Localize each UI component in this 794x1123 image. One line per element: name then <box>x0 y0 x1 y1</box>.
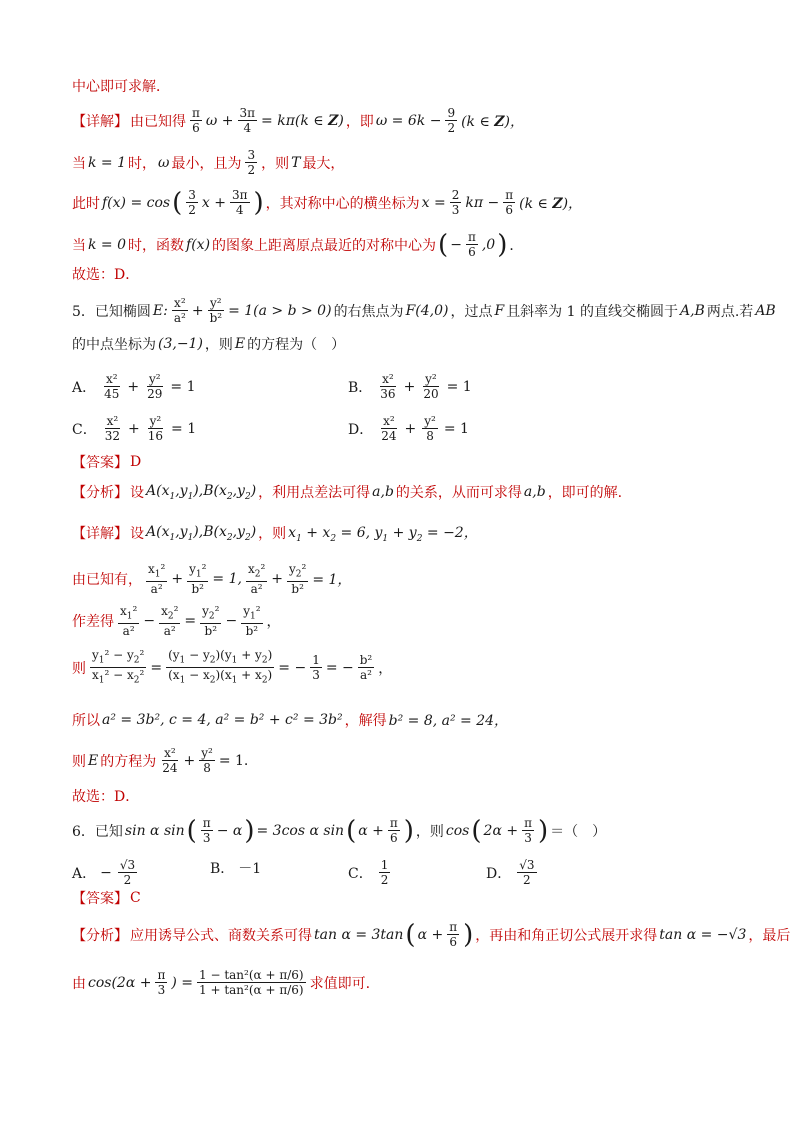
math-frac: $\frac{y_1^2}{\text{b²}}$ <box>189 562 207 597</box>
math: ) <box>253 187 264 218</box>
text-line <box>72 230 523 259</box>
math: ω + <box>205 112 234 129</box>
math: AB <box>755 302 776 319</box>
text-line <box>72 188 582 217</box>
math: $A(x_1,y_1),B(x_2,y_2)$ <box>146 482 257 502</box>
math: ( <box>186 815 197 846</box>
math-frac: $\frac{y_2^2}{\text{b²}}$ <box>202 604 220 639</box>
text: ，其对称中心的横坐标为 <box>265 195 420 212</box>
text: 中心即可求解． <box>72 79 170 95</box>
option-label: D． <box>486 865 512 882</box>
math: = 1， <box>312 572 352 589</box>
math: − <box>225 613 238 630</box>
question-5 <box>72 296 776 325</box>
math-frac: $\frac{\text{y²}}{8}$ <box>424 414 436 443</box>
text: 当 <box>72 237 86 254</box>
math: − α <box>216 822 243 839</box>
option-d[interactable] <box>348 414 469 443</box>
text: 时， <box>128 155 157 172</box>
math-frac: $\frac{\pi}{6}$ <box>192 106 200 135</box>
detail-tag: 【详解】 <box>72 525 128 542</box>
math-frac: $\frac{y_2^2}{\text{b²}}$ <box>289 562 307 597</box>
math: ( <box>438 229 449 260</box>
math: E: <box>152 302 168 319</box>
detail-5-line <box>72 710 508 730</box>
math: ( <box>346 815 357 846</box>
option-d[interactable] <box>486 858 539 887</box>
math: = 3cos α sin <box>256 822 345 839</box>
math: + <box>171 571 184 588</box>
math: ( <box>471 815 482 846</box>
math-frac: $\frac{\text{x²}}{45}$ <box>104 372 120 401</box>
question-5-cont <box>72 334 345 354</box>
math: ) <box>463 919 474 950</box>
math-frac: $\frac{\text{1 − tan²(α + π/6)}}{\text{1 + tan²(α + π/6)}}$ <box>199 968 304 997</box>
text: 6．已知 <box>72 823 123 840</box>
math: ) <box>497 229 508 260</box>
math: tan α = 3tan <box>314 926 404 943</box>
math-frac: $\frac{\text{y²}}{\text{b²}}$ <box>209 296 223 325</box>
math: = 1. <box>218 752 249 769</box>
math-frac: $\frac{2}{3}$ <box>451 188 460 217</box>
math-frac: $\frac{√3}{2}$ <box>519 858 535 887</box>
math: = − <box>278 659 307 676</box>
answer-value: D <box>130 454 142 470</box>
math: －1 <box>238 861 262 877</box>
text: 故选：D． <box>72 267 140 283</box>
text: 由 <box>72 975 86 992</box>
math: − <box>450 236 462 253</box>
math-frac: $\frac{\pi}{6}$ <box>389 816 398 845</box>
math: $A(x_1,y_1),B(x_2,y_2)$ <box>146 523 257 543</box>
math: A,B <box>680 302 705 319</box>
text: 则 <box>72 753 86 770</box>
analysis-6-cont <box>72 968 370 997</box>
math: tan α = −√3 <box>659 926 747 943</box>
detail-line <box>72 106 524 135</box>
text-line <box>72 786 139 806</box>
denominator: 20 <box>423 387 439 401</box>
denominator: 36 <box>380 387 396 401</box>
math: x = <box>421 194 446 211</box>
math-frac: $\frac{x_2^2}{\text{a²}}$ <box>161 604 179 639</box>
math: F(4,0) <box>405 302 449 319</box>
math-frac: $\frac{y_1^2 - y_2^2}{x_1^2 - x_2^2}$ <box>92 648 145 686</box>
text: ，则 <box>261 155 290 172</box>
detail-5-line <box>72 562 351 596</box>
denominator: 32 <box>104 429 120 443</box>
math: = 1(a > b > 0) <box>228 302 332 319</box>
denominator: 8 <box>426 429 434 443</box>
math-frac: $\frac{\text{x²}}{36}$ <box>380 372 396 401</box>
text: 设 <box>130 485 144 501</box>
option-c[interactable] <box>348 858 392 887</box>
text: 所以 <box>72 713 100 729</box>
denominator: 16 <box>147 429 164 443</box>
math-frac: $\frac{\text{x²}}{\text{a²}}$ <box>173 296 186 325</box>
text-line <box>72 76 170 96</box>
math-frac: $\frac{\text{x²}}{32}$ <box>104 414 120 443</box>
math: a,b <box>372 484 394 500</box>
math: α + <box>358 822 384 839</box>
math: $x_1 + x_2 = 6$, $y_1 + y_2 = -2$， <box>288 525 478 544</box>
math-frac: $\frac{1}{3}$ <box>312 653 320 683</box>
answer-tag: 【答案】 <box>72 455 128 471</box>
text: 最大， <box>302 155 345 172</box>
math-frac: $\frac{3}{2}$ <box>247 148 256 177</box>
math-frac: $\frac{\text{y²}}{29}$ <box>147 372 163 401</box>
text: ，利用点差法可得 <box>258 485 371 501</box>
answer-6 <box>72 888 141 908</box>
text: 5．已知椭圆 <box>72 303 151 320</box>
text: 的关系，从而可求得 <box>395 485 522 501</box>
math-frac: $\frac{\text{y²}}{16}$ <box>147 414 164 443</box>
math-frac: $\frac{\text{y²}}{8}$ <box>201 746 213 775</box>
math: kπ − <box>465 194 500 211</box>
math: T <box>291 154 301 171</box>
text: 的图象上距离原点最近的对称中心为 <box>212 237 437 254</box>
math-frac: $\frac{x_1^2}{\text{a²}}$ <box>120 604 138 639</box>
math-frac: $\frac{\pi}{6}$ <box>449 920 458 949</box>
math-frac: $\frac{1}{2}$ <box>380 858 389 887</box>
math: ， <box>266 614 281 631</box>
math-frac: $\frac{x_1^2}{\text{a²}}$ <box>148 562 166 597</box>
math: 2α + <box>483 822 519 839</box>
math: ． <box>509 237 524 254</box>
text: 则 <box>72 660 86 677</box>
option-a[interactable] <box>72 372 196 401</box>
text-line <box>72 264 139 284</box>
option-b[interactable] <box>210 858 261 878</box>
math: f(x) <box>186 236 211 253</box>
answer-5 <box>72 452 141 472</box>
math: ,0 <box>481 236 496 253</box>
answer-tag: 【答案】 <box>72 891 128 907</box>
math-frac: $\frac{\pi}{3}$ <box>202 816 211 845</box>
math: + <box>404 420 417 437</box>
math-frac: $\frac{\pi}{3}$ <box>157 968 166 997</box>
math: = 1 <box>170 378 196 395</box>
math: + <box>191 302 204 319</box>
math: ) = <box>171 974 194 991</box>
text: 且斜率为 1 的直线交椭圆于 <box>506 303 678 320</box>
math: b² = 8, a² = 24， <box>388 713 509 729</box>
math: (3,−1) <box>158 336 203 352</box>
math: ) <box>537 815 549 846</box>
math-frac: $\frac{(y_1 - y_2)(y_1 + y_2)}{(x_1 - x_2)(x_1 + x_2)}$ <box>168 648 273 686</box>
math-frac: $\frac{√3}{2}$ <box>119 858 136 887</box>
math: ω = 6k − <box>375 112 442 129</box>
denominator: 24 <box>381 429 397 443</box>
text: ，最后 <box>748 927 791 944</box>
math: + <box>403 378 416 395</box>
option-label: B． <box>210 861 235 877</box>
detail-5-line <box>72 604 281 638</box>
text: 求值即可. <box>309 975 371 992</box>
math: + <box>128 420 140 437</box>
text: ，则 <box>258 525 287 542</box>
math: x + <box>201 194 226 211</box>
text: 应用诱导公式、商数关系可得 <box>130 927 312 944</box>
math: ) <box>403 815 414 846</box>
math: = <box>184 613 197 630</box>
text: ，则 <box>415 823 444 840</box>
math: k = 0 <box>88 236 127 253</box>
text: 两点.若 <box>706 303 754 320</box>
text: ，再由和角正切公式展开求得 <box>475 927 658 944</box>
option-a[interactable] <box>72 858 139 887</box>
math: − <box>100 864 112 881</box>
text: ，则 <box>204 337 233 353</box>
math-frac: $\frac{\pi}{6}$ <box>505 188 514 217</box>
denominator: 29 <box>147 387 163 401</box>
option-label: B． <box>348 379 373 396</box>
math-frac: $\frac{\text{x²}}{24}$ <box>162 746 178 775</box>
text-line <box>72 148 344 177</box>
text: 由已知得 <box>130 113 186 130</box>
option-label: A． <box>72 865 97 882</box>
math: cos <box>445 822 470 839</box>
math: ω <box>158 154 170 171</box>
text: 故选：D． <box>72 789 140 805</box>
detail-5 <box>72 522 478 544</box>
math: a² = 3b², c = 4, a² = b² + c² = 3b² <box>102 712 343 728</box>
text: 设 <box>130 525 144 542</box>
math: α + <box>417 926 444 943</box>
math: = 1 <box>171 420 197 437</box>
option-label: D． <box>348 421 374 438</box>
text: ，解得 <box>344 713 387 729</box>
math: E <box>88 752 99 769</box>
analysis-5 <box>72 482 622 502</box>
math: = kπ(k ∈ Z) <box>261 112 344 129</box>
math-frac: $\frac{x_2^2}{\text{a²}}$ <box>247 562 266 597</box>
math: cos(2α + <box>88 974 152 991</box>
text: ，即 <box>345 113 374 130</box>
text: 时，函数 <box>128 237 185 254</box>
analysis-tag: 【分析】 <box>72 927 128 944</box>
math: (k ∈ Z)， <box>519 195 583 212</box>
math-frac: $\frac{9}{2}$ <box>447 106 456 135</box>
option-label: A． <box>72 379 97 396</box>
math: f(x) = cos <box>102 194 171 211</box>
math: − <box>143 613 156 630</box>
analysis-6 <box>72 920 790 949</box>
text: 当 <box>72 155 86 172</box>
text: 的中点坐标为 <box>72 337 156 353</box>
math: + <box>127 378 140 395</box>
math: F <box>494 302 505 319</box>
text: 由已知有， <box>72 572 142 589</box>
detail-tag: 【详解】 <box>72 113 128 130</box>
option-label: C． <box>72 421 97 438</box>
math: = 1 <box>443 420 469 437</box>
math: k = 1 <box>88 154 127 171</box>
math: = − <box>325 659 354 676</box>
math: ) <box>244 815 255 846</box>
text: 的方程为（ ） <box>247 337 346 353</box>
math: = 1, <box>212 571 242 588</box>
math-frac: $\frac{3\pi}{4}$ <box>231 188 248 217</box>
math-frac: $\frac{3}{2}$ <box>188 188 196 217</box>
math-frac: $\frac{\text{y²}}{20}$ <box>423 372 439 401</box>
math-frac: $\frac{\text{x²}}{24}$ <box>381 414 397 443</box>
text: 的方程为 <box>100 753 157 770</box>
option-b[interactable] <box>348 372 472 401</box>
math: = 1 <box>446 378 472 395</box>
text: 此时 <box>72 195 100 212</box>
text: ，即可的解. <box>547 485 623 501</box>
math: + <box>183 752 196 769</box>
denominator: 45 <box>104 387 120 401</box>
math: sin α sin <box>124 822 185 839</box>
text: ，过点 <box>450 303 493 320</box>
math: = <box>150 659 163 676</box>
math: + <box>271 571 283 588</box>
math-frac: $\frac{\pi}{6}$ <box>467 230 476 259</box>
analysis-tag: 【分析】 <box>72 485 128 501</box>
math-frac: $\frac{\pi}{3}$ <box>524 816 532 845</box>
text: 的右焦点为 <box>333 303 404 320</box>
math-frac: $\frac{y_1^2}{\text{b²}}$ <box>243 604 261 639</box>
math: a,b <box>523 484 546 500</box>
detail-5-line <box>72 746 248 775</box>
math: ， <box>378 660 393 677</box>
question-6 <box>72 816 606 845</box>
math: ( <box>405 919 416 950</box>
option-c[interactable] <box>72 414 196 443</box>
text: 作差得 <box>72 614 114 631</box>
detail-5-line <box>72 648 392 688</box>
math: E <box>234 336 246 352</box>
answer-value: C <box>130 890 141 906</box>
math: (k ∈ Z)， <box>461 113 524 130</box>
math-frac: $\frac{3\pi}{4}$ <box>239 106 256 135</box>
math: ( <box>172 187 183 218</box>
option-label: C． <box>348 865 373 882</box>
math-frac: $\frac{\text{b²}}{\text{a²}}$ <box>359 653 373 683</box>
text: ＝（ ） <box>550 823 607 840</box>
text: 最小，且为 <box>171 155 242 172</box>
